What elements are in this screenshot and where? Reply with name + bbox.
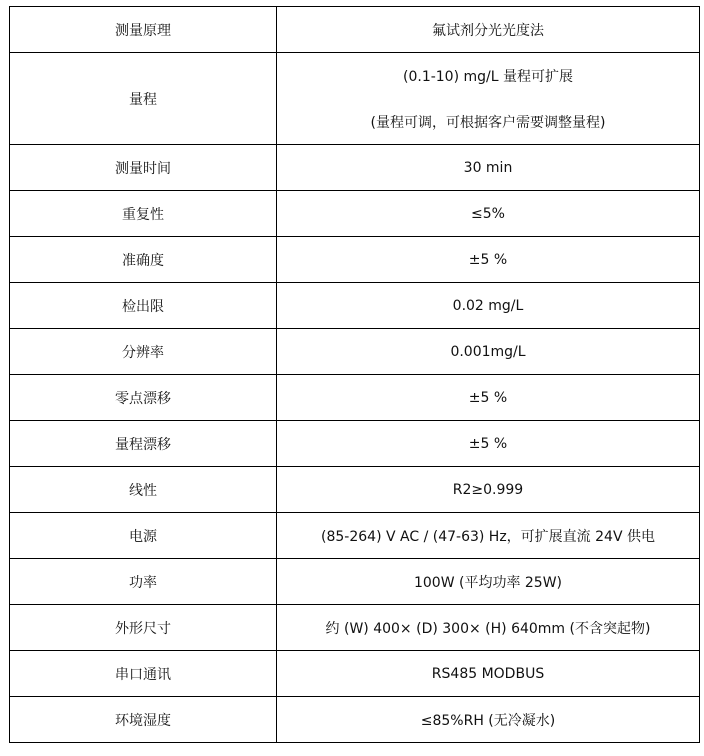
row-label: 电源 bbox=[10, 513, 277, 559]
row-value: R2≥0.999 bbox=[277, 467, 700, 513]
row-value: 100W (平均功率 25W) bbox=[277, 559, 700, 605]
row-value: ±5 % bbox=[277, 237, 700, 283]
table-row bbox=[10, 329, 700, 375]
table-row bbox=[10, 605, 700, 651]
row-value: 30 min bbox=[277, 145, 700, 191]
table-row bbox=[10, 145, 700, 191]
row-label: 准确度 bbox=[10, 237, 277, 283]
range-note: (量程可调，可根据客户需要调整量程) bbox=[370, 114, 606, 131]
row-label: 零点漂移 bbox=[10, 375, 277, 421]
row-value: 氟试剂分光光度法 bbox=[277, 7, 700, 53]
row-label: 分辨率 bbox=[10, 329, 277, 375]
table-row bbox=[10, 53, 700, 145]
row-label: 量程漂移 bbox=[10, 421, 277, 467]
row-value: ±5 % bbox=[277, 421, 700, 467]
row-label: 测量原理 bbox=[10, 7, 277, 53]
row-value: 约 (W) 400× (D) 300× (H) 640mm (不含突起物) bbox=[277, 605, 700, 651]
row-label: 环境湿度 bbox=[10, 697, 277, 743]
row-label: 重复性 bbox=[10, 191, 277, 237]
row-value: ±5 % bbox=[277, 375, 700, 421]
row-label: 检出限 bbox=[10, 283, 277, 329]
row-label: 串口通讯 bbox=[10, 651, 277, 697]
table-row bbox=[10, 7, 700, 53]
table-row bbox=[10, 375, 700, 421]
table-row bbox=[10, 651, 700, 697]
row-value: 0.001mg/L bbox=[277, 329, 700, 375]
spec-table bbox=[9, 6, 700, 743]
row-label: 量程 bbox=[10, 53, 277, 145]
table-row bbox=[10, 191, 700, 237]
range-line: (0.1-10) mg/L 量程可扩展 bbox=[403, 68, 573, 85]
table-row bbox=[10, 421, 700, 467]
table-row bbox=[10, 513, 700, 559]
table-row bbox=[10, 697, 700, 743]
row-value: ≤85%RH (无冷凝水) bbox=[277, 697, 700, 743]
row-label: 外形尺寸 bbox=[10, 605, 277, 651]
row-label: 线性 bbox=[10, 467, 277, 513]
row-value bbox=[277, 53, 700, 145]
table-row bbox=[10, 283, 700, 329]
row-value: RS485 MODBUS bbox=[277, 651, 700, 697]
row-label: 功率 bbox=[10, 559, 277, 605]
row-value: (85-264) V AC / (47-63) Hz，可扩展直流 24V 供电 bbox=[277, 513, 700, 559]
table-row bbox=[10, 559, 700, 605]
row-value: ≤5% bbox=[277, 191, 700, 237]
table-row bbox=[10, 467, 700, 513]
row-value: 0.02 mg/L bbox=[277, 283, 700, 329]
table-row bbox=[10, 237, 700, 283]
row-label: 测量时间 bbox=[10, 145, 277, 191]
